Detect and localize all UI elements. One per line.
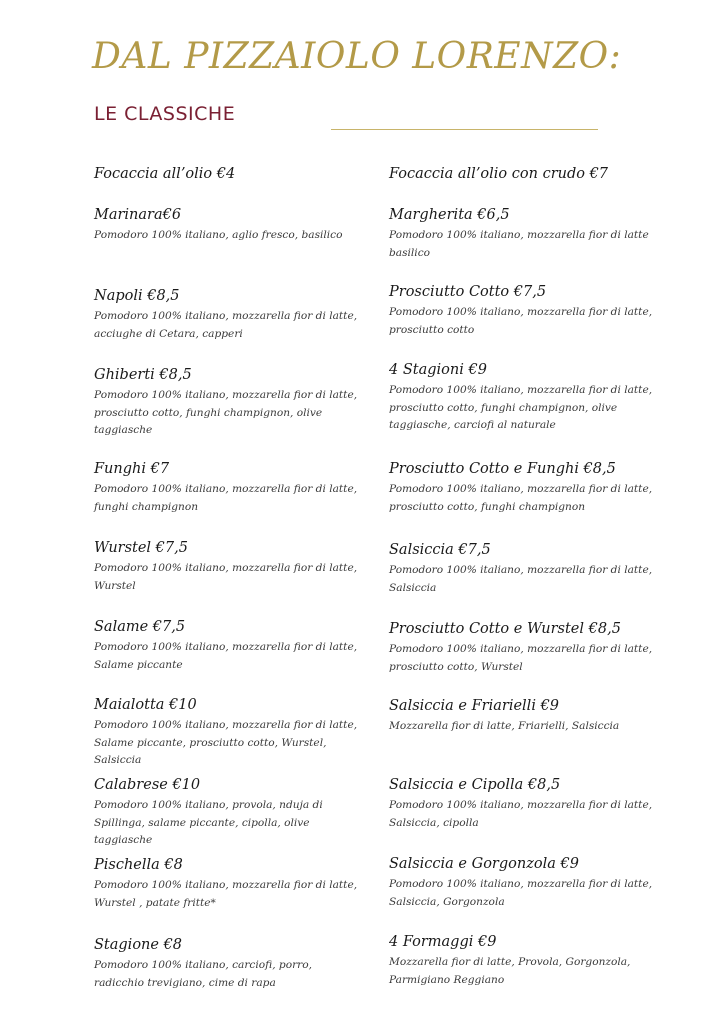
item-description: Pomodoro 100% italiano, mozzarella fior di latte, Salame piccante, prosciutto cotto, Wurstel, Salsiccia xyxy=(94,719,358,766)
menu-item xyxy=(94,776,364,850)
item-name: Salsiccia e Friarielli €9 xyxy=(389,698,560,714)
item-description: Pomodoro 100% italiano, mozzarella fior di latte, Salsiccia xyxy=(389,564,653,594)
item-description: Mozzarella fior di latte, Provola, Gorgonzola, Parmigiano Reggiano xyxy=(389,956,631,986)
item-name: Prosciutto Cotto e Wurstel €8,5 xyxy=(389,621,621,637)
menu-item xyxy=(389,620,659,676)
menu-item xyxy=(94,287,364,343)
item-description: Pomodoro 100% italiano, mozzarella fior di latte, prosciutto cotto, funghi champignon, olive taggiasche, carciofi al naturale xyxy=(389,384,653,431)
menu-item xyxy=(94,856,364,912)
item-description: Pomodoro 100% italiano, mozzarella fior di latte, Salsiccia, Gorgonzola xyxy=(389,878,653,908)
item-name: Salsiccia e Gorgonzola €9 xyxy=(389,856,579,872)
menu-item xyxy=(94,206,364,245)
menu-item xyxy=(94,696,364,770)
menu-item xyxy=(389,776,659,832)
item-name: Calabrese €10 xyxy=(94,777,201,793)
item-description: Pomodoro 100% italiano, mozzarella fior di latte, prosciutto cotto xyxy=(389,306,653,336)
item-description: Pomodoro 100% italiano, mozzarella fior di latte, prosciutto cotto, funghi champignon xyxy=(389,483,653,513)
item-name: Focaccia all’olio €4 xyxy=(94,166,236,182)
item-description: Pomodoro 100% italiano, mozzarella fior di latte, prosciutto cotto, Wurstel xyxy=(389,643,653,673)
item-description: Pomodoro 100% italiano, mozzarella fior di latte, prosciutto cotto, funghi champignon, olive taggiasche xyxy=(94,389,358,436)
menu-item xyxy=(389,361,659,435)
item-name: Wurstel €7,5 xyxy=(94,540,188,556)
menu-item xyxy=(389,855,659,911)
item-name: 4 Stagioni €9 xyxy=(389,362,487,378)
item-name: Stagione €8 xyxy=(94,937,183,953)
section-divider xyxy=(331,129,598,130)
menu-item xyxy=(389,697,659,736)
item-description: Pomodoro 100% italiano, provola, nduja di Spillinga, salame piccante, cipolla, olive taggiasche xyxy=(94,799,323,846)
menu-item xyxy=(389,283,659,339)
item-name: Salsiccia €7,5 xyxy=(389,542,491,558)
item-name: Pischella €8 xyxy=(94,857,183,873)
menu-item xyxy=(94,618,364,674)
item-name: 4 Formaggi €9 xyxy=(389,934,497,950)
menu-item xyxy=(94,366,364,440)
item-description: Mozzarella fior di latte, Friarielli, Salsiccia xyxy=(389,720,620,732)
item-description: Pomodoro 100% italiano, mozzarella fior di latte, acciughe di Cetara, capperi xyxy=(94,310,358,340)
section-heading: LE CLASSICHE xyxy=(94,103,236,125)
item-description: Pomodoro 100% italiano, mozzarella fior di latte, funghi champignon xyxy=(94,483,358,513)
item-name: Prosciutto Cotto €7,5 xyxy=(389,284,547,300)
menu-item xyxy=(94,460,364,516)
item-description: Pomodoro 100% italiano, mozzarella fior di latte, Wurstel xyxy=(94,562,358,592)
menu-item xyxy=(389,460,659,516)
item-name: Marinara€6 xyxy=(94,207,182,223)
item-description: Pomodoro 100% italiano, mozzarella fior di latte, Salame piccante xyxy=(94,641,358,671)
item-description: Pomodoro 100% italiano, mozzarella fior di latte basilico xyxy=(389,229,649,259)
menu-item xyxy=(389,541,659,597)
item-name: Napoli €8,5 xyxy=(94,288,180,304)
item-name: Ghiberti €8,5 xyxy=(94,367,192,383)
item-name: Salame €7,5 xyxy=(94,619,186,635)
item-name: Salsiccia e Cipolla €8,5 xyxy=(389,777,561,793)
item-description: Pomodoro 100% italiano, aglio fresco, basilico xyxy=(94,229,343,241)
item-name: Margherita €6,5 xyxy=(389,207,510,223)
item-name: Funghi €7 xyxy=(94,461,170,477)
menu-item xyxy=(389,933,659,989)
menu-item xyxy=(389,206,659,262)
menu-item xyxy=(389,165,659,183)
menu-title: DAL PIZZAIOLO LORENZO: xyxy=(92,36,622,77)
item-name: Prosciutto Cotto e Funghi €8,5 xyxy=(389,461,616,477)
item-name: Maialotta €10 xyxy=(94,697,197,713)
item-description: Pomodoro 100% italiano, carciofi, porro, radicchio trevigiano, cime di rapa xyxy=(94,959,312,989)
menu-item xyxy=(94,936,364,992)
menu-item xyxy=(94,539,364,595)
item-description: Pomodoro 100% italiano, mozzarella fior di latte, Salsiccia, cipolla xyxy=(389,799,653,829)
item-description: Pomodoro 100% italiano, mozzarella fior di latte, Wurstel , patate fritte* xyxy=(94,879,358,909)
menu-item xyxy=(94,165,364,183)
item-name: Focaccia all’olio con crudo €7 xyxy=(389,166,609,182)
